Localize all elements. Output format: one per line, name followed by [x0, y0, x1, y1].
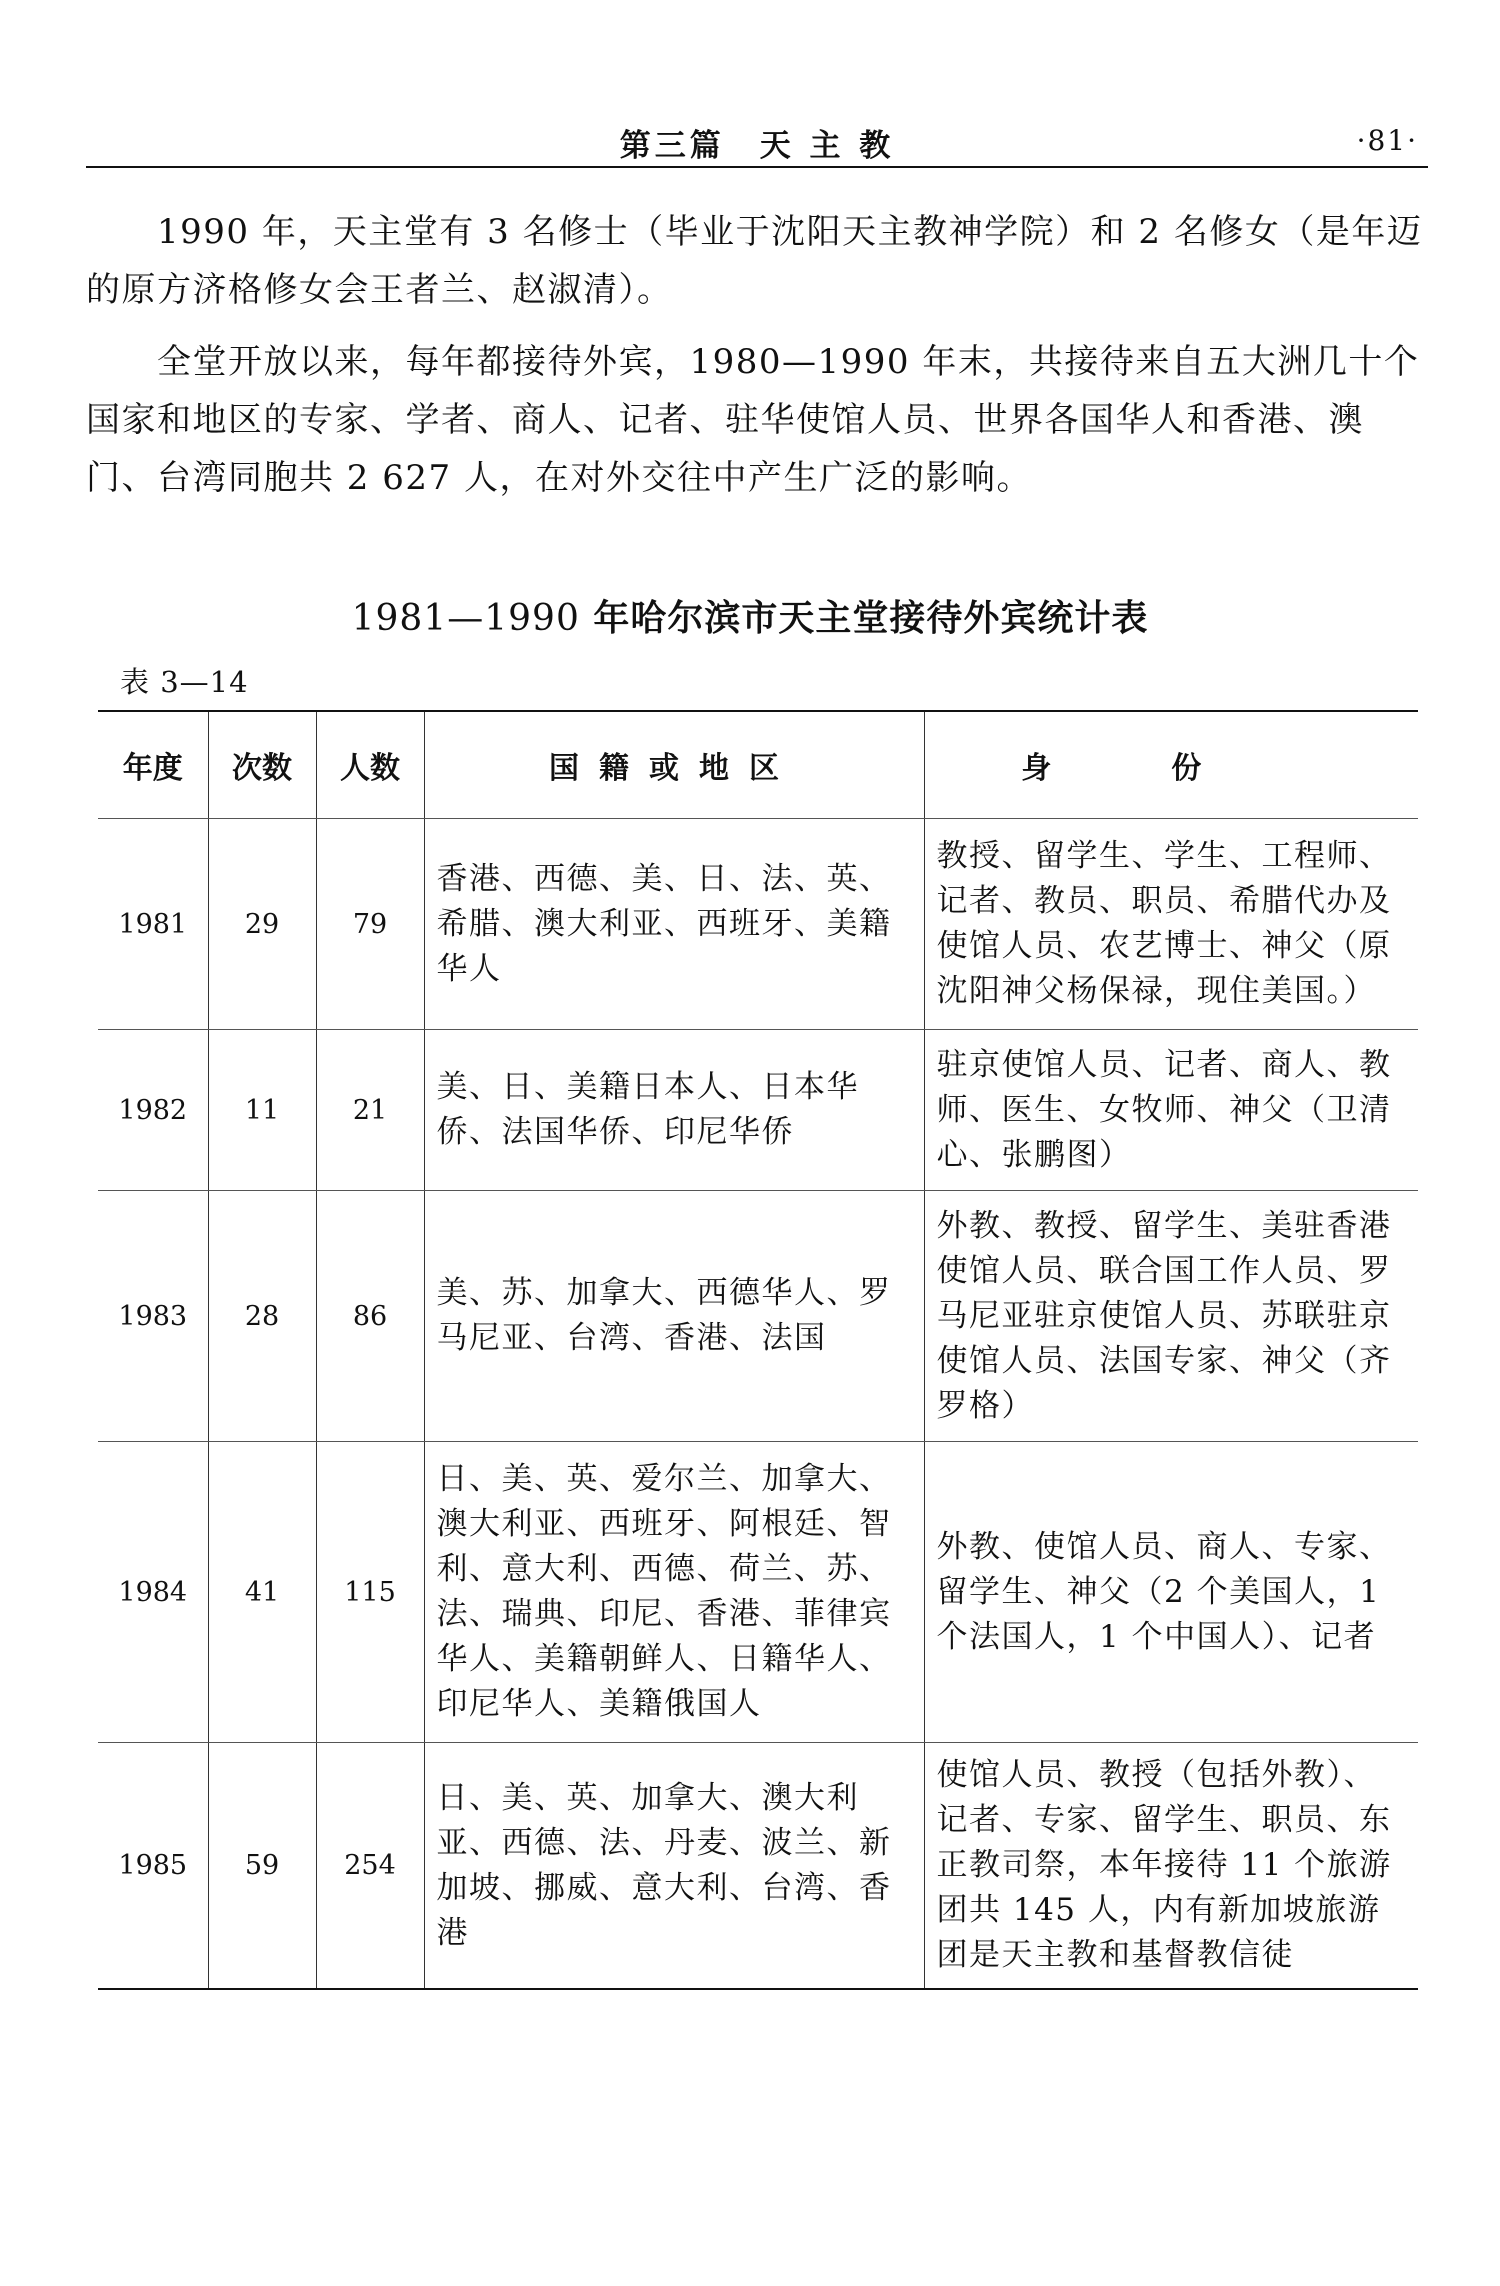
paragraph-foreign-guests: 全堂开放以来，每年都接待外宾，1980—1990 年末，共接待来自五大洲几十个国家和地区的专家、学者、商人、记者、驻华使馆人员、世界各国华人和香港、澳门、台湾同胞共 2 627 人，在对外交往中产生广泛的影响。 [86, 342, 1420, 498]
paragraph-nuns: 1990 年，天主堂有 3 名修士（毕业于沈阳天主教神学院）和 2 名修女（是年迈的原方济格修女会王者兰、赵淑清）。 [86, 212, 1423, 310]
running-header [86, 118, 1428, 168]
table-row [98, 1030, 1418, 1191]
page-number: ·81· [1356, 124, 1418, 157]
header-countries: 国籍或地区 [424, 711, 924, 819]
cell-year: 1985 [98, 1743, 208, 1990]
table-row [98, 1191, 1418, 1442]
chapter-title: 第三篇 天 主 教 [619, 128, 895, 164]
table-header-row [98, 711, 1418, 819]
cell-year: 1981 [98, 819, 208, 1030]
table-number: 表 3—14 [120, 665, 249, 699]
cell-times: 28 [208, 1191, 316, 1442]
cell-people: 21 [316, 1030, 424, 1191]
cell-year: 1983 [98, 1191, 208, 1442]
table-title [0, 590, 1500, 641]
cell-people: 86 [316, 1191, 424, 1442]
header-times: 次数 [208, 711, 316, 819]
cell-countries: 日、美、英、加拿大、澳大利亚、西德、法、丹麦、波兰、新加坡、挪威、意大利、台湾、香港 [424, 1743, 924, 1990]
header-year: 年度 [98, 711, 208, 819]
cell-identity: 驻京使馆人员、记者、商人、教师、医生、女牧师、神父（卫清心、张鹏图） [924, 1030, 1418, 1191]
cell-identity: 外教、使馆人员、商人、专家、留学生、神父（2 个美国人，1 个法国人，1 个中国人）、记者 [924, 1442, 1418, 1743]
table-title-text: 年哈尔滨市天主堂接待外宾统计表 [579, 598, 1149, 639]
guest-statistics-table [98, 710, 1418, 1990]
cell-people: 115 [316, 1442, 424, 1743]
cell-identity: 教授、留学生、学生、工程师、记者、教员、职员、希腊代办及使馆人员、农艺博士、神父（原沈阳神父杨保禄，现住美国。） [924, 819, 1418, 1030]
table-title-years: 1981—1990 [351, 598, 580, 639]
cell-times: 59 [208, 1743, 316, 1990]
cell-people: 254 [316, 1743, 424, 1990]
cell-year: 1982 [98, 1030, 208, 1191]
table-row [98, 1442, 1418, 1743]
cell-countries: 美、日、美籍日本人、日本华侨、法国华侨、印尼华侨 [424, 1030, 924, 1191]
cell-times: 29 [208, 819, 316, 1030]
cell-year: 1984 [98, 1442, 208, 1743]
table-row [98, 819, 1418, 1030]
cell-countries: 日、美、英、爱尔兰、加拿大、澳大利亚、西班牙、阿根廷、智利、意大利、西德、荷兰、苏、法、瑞典、印尼、香港、菲律宾华人、美籍朝鲜人、日籍华人、印尼华人、美籍俄国人 [424, 1442, 924, 1743]
table-row [98, 1743, 1418, 1990]
cell-identity: 外教、教授、留学生、美驻香港使馆人员、联合国工作人员、罗马尼亚驻京使馆人员、苏联驻京使馆人员、法国专家、神父（齐罗格） [924, 1191, 1418, 1442]
cell-times: 11 [208, 1030, 316, 1191]
header-identity: 身份 [924, 711, 1418, 819]
header-people: 人数 [316, 711, 424, 819]
cell-times: 41 [208, 1442, 316, 1743]
cell-identity: 使馆人员、教授（包括外教）、记者、专家、留学生、职员、东正教司祭，本年接待 11 个旅游团共 145 人，内有新加坡旅游团是天主教和基督教信徒 [924, 1743, 1418, 1990]
cell-countries: 美、苏、加拿大、西德华人、罗马尼亚、台湾、香港、法国 [424, 1191, 924, 1442]
cell-countries: 香港、西德、美、日、法、英、希腊、澳大利亚、西班牙、美籍华人 [424, 819, 924, 1030]
cell-people: 79 [316, 819, 424, 1030]
